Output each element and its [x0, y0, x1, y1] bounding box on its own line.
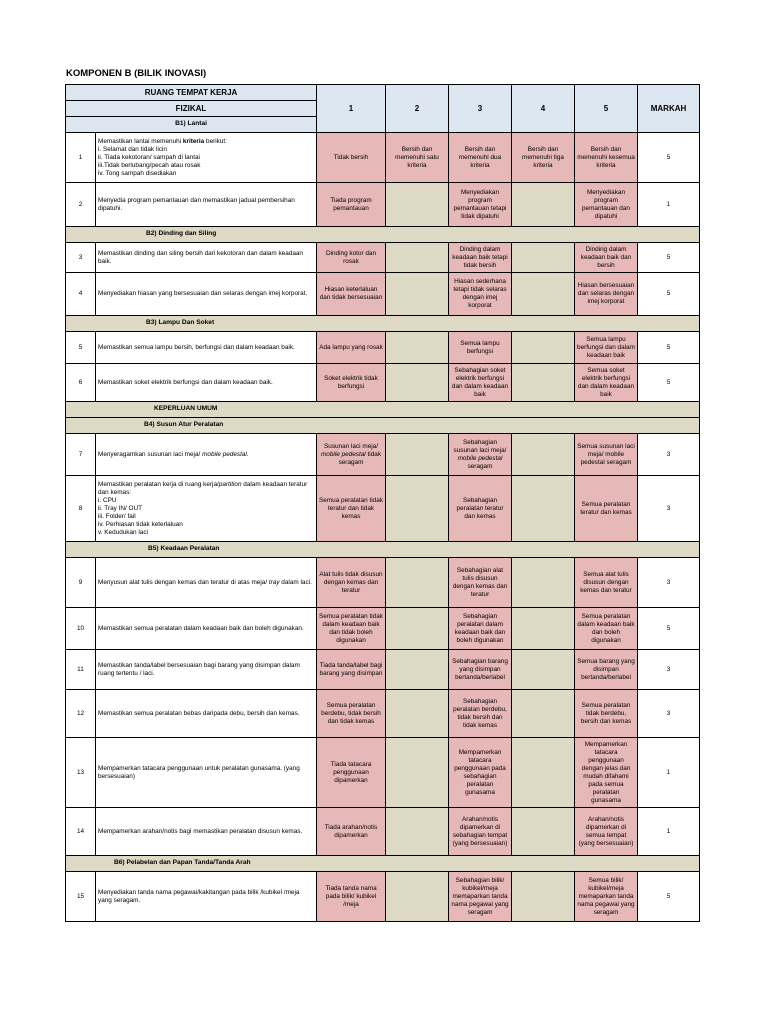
score-1-cell: Ada lampu yang rosak	[317, 332, 386, 364]
markah-cell: 3	[638, 650, 700, 690]
score-2-cell	[386, 650, 449, 690]
score-4-cell	[512, 183, 575, 227]
score-4-cell	[512, 608, 575, 650]
criteria-item: ii. Tiada kekotoran/ sampah di lantai	[98, 153, 200, 161]
score-4-cell	[512, 650, 575, 690]
header-fizikal: FIZIKAL	[66, 101, 317, 117]
score-4-cell: Bersih dan memenuhi tiga kriteria	[512, 133, 575, 183]
cell-text: Susunan laci meja/	[324, 442, 378, 450]
table-row	[66, 558, 700, 608]
score-2-cell	[386, 476, 449, 542]
table-row	[66, 690, 700, 738]
score-3-cell: Hiasan sederhana tetapi tidak selaras dengan imej korporat	[449, 273, 512, 316]
table-row	[66, 808, 700, 856]
score-2-cell	[386, 690, 449, 738]
header-score-3: 3	[449, 85, 512, 133]
score-1-cell: Tidak bersih	[317, 133, 386, 183]
table-row	[66, 650, 700, 690]
score-5-cell: Semua alat tulis disusun dengan kemas dan teratur	[575, 558, 638, 608]
markah-cell: 5	[638, 273, 700, 316]
table-row	[66, 872, 700, 922]
table-row	[66, 273, 700, 316]
criteria-item: iii. Folder/ fail	[98, 512, 136, 520]
desc-italic: mobile pedestal.	[202, 450, 249, 458]
cell-italic: mobile pedestal	[457, 454, 503, 462]
desc-italic: partition	[218, 480, 242, 488]
markah-cell: 5	[638, 872, 700, 922]
row-number: 11	[66, 650, 96, 690]
score-3-cell: Sebahagian alat tulis disusun dengan kemas dan teratur	[449, 558, 512, 608]
score-1-cell	[317, 434, 386, 476]
section-b3: B3) Lampu Dan Soket	[66, 316, 700, 332]
score-4-cell	[512, 434, 575, 476]
desc-text: dalam laci.	[279, 578, 312, 586]
score-5-cell: Mempamerkan tatacara penggunaan dengan jelas dan mudah difahami pada semua peralatan gunasama	[575, 738, 638, 808]
score-4-cell	[512, 364, 575, 402]
table-row	[66, 332, 700, 364]
row-number: 10	[66, 608, 96, 650]
score-2-cell	[386, 558, 449, 608]
section-b6: B6) Pelabelan dan Papan Tanda/Tanda Arah	[66, 856, 700, 872]
score-5-cell: Semua soket elektrik berfungsi dan dalam keadaan baik	[575, 364, 638, 402]
header-markah: MARKAH	[638, 85, 700, 133]
markah-cell: 1	[638, 808, 700, 856]
score-5-cell: Semua bilik/ kubikel/meja memaparkan tanda nama pegawai yang seragam	[575, 872, 638, 922]
page-title: KOMPONEN B (BILIK INOVASI)	[66, 68, 207, 79]
criteria-description	[96, 558, 317, 608]
score-1-cell: Tiada tatacara penggunaan dipamerkan	[317, 738, 386, 808]
score-5-cell: Semua peralatan teratur dan kemas	[575, 476, 638, 542]
header-score-2: 2	[386, 85, 449, 133]
markah-cell: 5	[638, 243, 700, 273]
criteria-description: Memastikan tanda/label bersesuaian bagi barang yang disimpan dalam ruang tertentu / laci.	[96, 650, 317, 690]
row-number: 1	[66, 133, 96, 183]
desc-text: berikut:	[204, 137, 227, 145]
score-5-cell: Dinding dalam keadaan baik dan bersih	[575, 243, 638, 273]
table-row	[66, 738, 700, 808]
desc-text: Memastikan lantai memenuhi	[98, 137, 183, 145]
criteria-description: Memastikan semua peralatan dalam keadaan baik dan boleh digunakan.	[96, 608, 317, 650]
markah-cell: 5	[638, 133, 700, 183]
score-4-cell	[512, 243, 575, 273]
section-b1: B1) Lantai	[66, 117, 317, 133]
score-2-cell	[386, 364, 449, 402]
table-row	[66, 133, 700, 183]
table-row	[66, 434, 700, 476]
criteria-description: Mempamerkan tatacara penggunaan untuk peralatan gunasama. (yang bersesuaian)	[96, 738, 317, 808]
markah-cell: 3	[638, 434, 700, 476]
score-1-cell: Tiada arahan/notis dipamerkan	[317, 808, 386, 856]
table-row	[66, 608, 700, 650]
row-number: 9	[66, 558, 96, 608]
assessment-table	[65, 84, 700, 922]
section-keperluan-umum: KEPERLUAN UMUM	[66, 402, 700, 418]
markah-cell: 5	[638, 364, 700, 402]
cell-text: tidak seragam	[338, 450, 382, 466]
row-number: 13	[66, 738, 96, 808]
criteria-description: Menyediakan hiasan yang bersesuaian dan selaras dengan imej korporat.	[96, 273, 317, 316]
score-2-cell	[386, 872, 449, 922]
criteria-description: Menyediakan tanda nama pegawai/kakitangan pada bilik /kubikel /meja yang seragam.	[96, 872, 317, 922]
score-2-cell	[386, 434, 449, 476]
score-5-cell: Arahan/notis dipamerkan di semua tempat (yang bersesuaian)	[575, 808, 638, 856]
row-number: 4	[66, 273, 96, 316]
desc-text: Menyusun alat tulis dengan kemas dan teratur di atas meja/	[98, 578, 269, 586]
criteria-item: i. CPU	[98, 496, 117, 504]
criteria-description	[96, 133, 317, 183]
score-3-cell: Menyediakan program pemantauan tetapi tidak dipatuhi	[449, 183, 512, 227]
score-3-cell: Dinding dalam keadaan baik tetapi tidak bersih	[449, 243, 512, 273]
score-5-cell: Semua lampu berfungsi dan dalam keadaan baik	[575, 332, 638, 364]
row-number: 15	[66, 872, 96, 922]
score-3-cell: Sebahagian peralatan berdebu, tidak bersih dan tidak kemas	[449, 690, 512, 738]
criteria-item: iv. Tong sampah disediakan	[98, 169, 177, 177]
section-b4: B4) Susun Atur Peralatan	[66, 418, 700, 434]
desc-bold: kriteria	[182, 137, 205, 145]
score-1-cell: Alat tulis tidak disusun dengan kemas dan teratur	[317, 558, 386, 608]
markah-cell: 3	[638, 690, 700, 738]
score-3-cell: Sebahagian bilik/ kubikel/meja memaparkan tanda nama pegawai yang seragam	[449, 872, 512, 922]
table-row	[66, 476, 700, 542]
row-number: 5	[66, 332, 96, 364]
markah-cell: 1	[638, 738, 700, 808]
score-4-cell	[512, 558, 575, 608]
criteria-description: Memastikan soket elektrik berfungsi dan dalam keadaan baik.	[96, 364, 317, 402]
score-5-cell: Bersih dan memenuhi kesemua kriteria	[575, 133, 638, 183]
score-1-cell: Hiasan keterlaluan dan tidak bersesuaian	[317, 273, 386, 316]
criteria-item: iii.Tidak berlubang/pecah atau rosak	[98, 161, 201, 169]
score-4-cell	[512, 690, 575, 738]
score-1-cell: Tiada tanda/label bagi barang yang disimpan	[317, 650, 386, 690]
markah-cell: 5	[638, 332, 700, 364]
criteria-item: iv. Perhiasan tidak keterlaluan	[98, 520, 183, 528]
table-row	[66, 364, 700, 402]
criteria-item: i. Selamat dan tidak licin	[98, 145, 167, 153]
header-score-1: 1	[317, 85, 386, 133]
score-1-cell: Soket elektrik tidak berfungsi	[317, 364, 386, 402]
row-number: 12	[66, 690, 96, 738]
score-3-cell	[449, 434, 512, 476]
markah-cell: 1	[638, 183, 700, 227]
criteria-item: ii. Tray IN/ OUT	[98, 504, 143, 512]
row-number: 14	[66, 808, 96, 856]
score-1-cell: Tiada tanda nama pada bilik/ kubikel /meja	[317, 872, 386, 922]
score-3-cell: Sebahagian barang yang disimpan bertanda/berlabel	[449, 650, 512, 690]
score-2-cell	[386, 738, 449, 808]
markah-cell: 3	[638, 476, 700, 542]
score-4-cell	[512, 476, 575, 542]
desc-text: dalam keadaan teratur dan kemas:	[98, 480, 308, 496]
cell-italic: mobile pedestal	[320, 450, 366, 458]
criteria-item: v. Kedudukan laci	[98, 528, 148, 536]
score-2-cell	[386, 183, 449, 227]
cell-text: Sebahagian susunan laci meja/	[453, 438, 507, 454]
score-4-cell	[512, 872, 575, 922]
score-2-cell: Bersih dan memenuhi satu kriteria	[386, 133, 449, 183]
score-3-cell: Sebahagian peralatan teratur dan kemas	[449, 476, 512, 542]
score-3-cell: Mempamerkan tatacara penggunaan pada sebahagian peralatan gunasama	[449, 738, 512, 808]
row-number: 3	[66, 243, 96, 273]
criteria-description: Mempamerkan arahan/notis bagi memastikan peralatan disusun kemas.	[96, 808, 317, 856]
criteria-description	[96, 434, 317, 476]
score-2-cell	[386, 332, 449, 364]
score-5-cell: Hiasan bersesuaian dan selaras dengan imej korporat	[575, 273, 638, 316]
score-4-cell	[512, 332, 575, 364]
score-3-cell: Bersih dan memenuhi dua kriteria	[449, 133, 512, 183]
row-number: 7	[66, 434, 96, 476]
score-5-cell: Semua peralatan tidak berdebu, bersih dan kemas	[575, 690, 638, 738]
criteria-description: Memastikan semua lampu bersih, berfungsi dan dalam keadaan baik.	[96, 332, 317, 364]
score-2-cell	[386, 243, 449, 273]
row-number: 6	[66, 364, 96, 402]
markah-cell: 3	[638, 558, 700, 608]
score-4-cell	[512, 808, 575, 856]
score-4-cell	[512, 738, 575, 808]
score-1-cell: Semua peralatan tidak teratur dan tidak kemas	[317, 476, 386, 542]
score-4-cell	[512, 273, 575, 316]
cell-text: seragam	[467, 462, 493, 470]
header-score-5: 5	[575, 85, 638, 133]
score-3-cell: Sebahagian peralatan dalam keadaan baik dan boleh digunakan	[449, 608, 512, 650]
desc-text: Memastikan peralatan kerja di ruang kerja/	[98, 480, 219, 488]
score-1-cell: Dinding kotor dan rosak	[317, 243, 386, 273]
section-b2: B2) Dinding dan Siling	[66, 227, 700, 243]
header-ruang-tempat-kerja: RUANG TEMPAT KERJA	[66, 85, 317, 101]
score-5-cell: Menyediakan program pemantauan dan dipatuhi	[575, 183, 638, 227]
table-row	[66, 243, 700, 273]
score-5-cell: Semua peralatan dalam keadaan baik dan boleh digunakan	[575, 608, 638, 650]
desc-italic: tray	[268, 578, 280, 586]
score-1-cell: Semua peralatan berdebu, tidak bersih dan tidak kemas	[317, 690, 386, 738]
score-2-cell	[386, 608, 449, 650]
score-2-cell	[386, 273, 449, 316]
criteria-description: Menyedia program pemantauan dan memastikan jadual pembersihan dipatuhi.	[96, 183, 317, 227]
table-row	[66, 183, 700, 227]
row-number: 8	[66, 476, 96, 542]
score-5-cell: Semua barang yang disimpan bertanda/berlabel	[575, 650, 638, 690]
score-1-cell: Tiada program pemantauan	[317, 183, 386, 227]
desc-text: Menyeragamkan susunan laci meja/	[98, 450, 203, 458]
score-3-cell: Sebahagian soket elektrik berfungsi dan dalam keadaan baik	[449, 364, 512, 402]
row-number: 2	[66, 183, 96, 227]
section-b5: B5) Keadaan Peralatan	[66, 542, 700, 558]
score-1-cell: Semua peralatan tidak dalam keadaan baik dan tidak boleh digunakan	[317, 608, 386, 650]
score-2-cell	[386, 808, 449, 856]
score-3-cell: Semua lampu berfungsi	[449, 332, 512, 364]
header-score-4: 4	[512, 85, 575, 133]
score-3-cell: Arahan/notis dipamerkan di sebahagian tempat (yang bersesuaian)	[449, 808, 512, 856]
score-5-cell: Semua susunan laci meja/ mobile pedestal seragam	[575, 434, 638, 476]
criteria-description: Memastikan dinding dan siling bersih dari kekotoran dan dalam keadaan baik.	[96, 243, 317, 273]
criteria-description	[96, 476, 317, 542]
criteria-description: Memastikan semua peralatan bebas daripada debu, bersih dan kemas.	[96, 690, 317, 738]
markah-cell: 5	[638, 608, 700, 650]
